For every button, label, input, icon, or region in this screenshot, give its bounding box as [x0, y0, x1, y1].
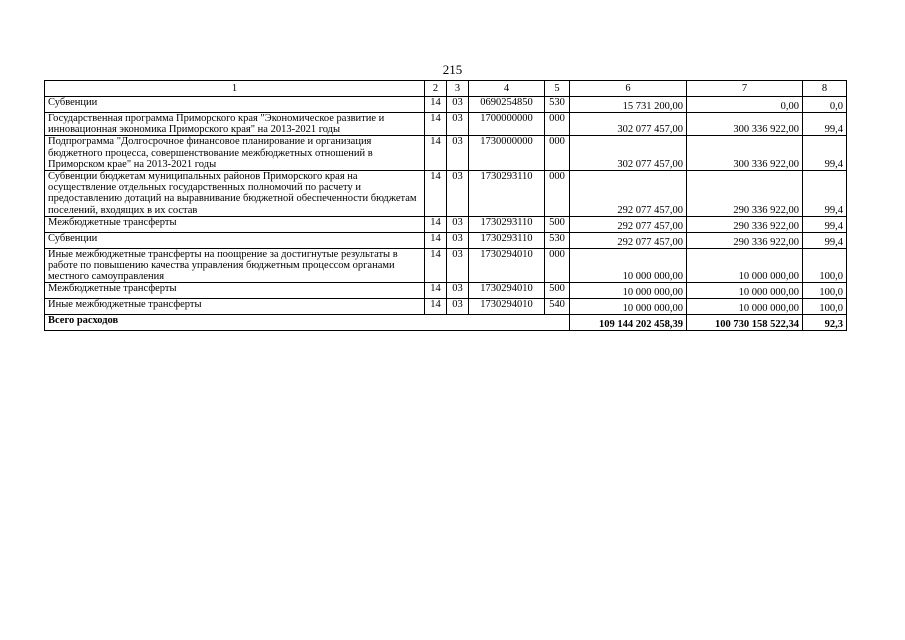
cell-c4: 0690254850 — [469, 97, 545, 113]
table-row — [45, 248, 847, 283]
cell-c3: 03 — [447, 283, 469, 299]
total-c6: 109 144 202 458,39 — [570, 315, 687, 331]
table-body — [45, 81, 847, 331]
column-header: 3 — [447, 81, 469, 97]
column-header: 4 — [469, 81, 545, 97]
table-row — [45, 216, 847, 232]
cell-c6: 10 000 000,00 — [570, 248, 687, 283]
header-row — [45, 81, 847, 97]
cell-c6: 10 000 000,00 — [570, 283, 687, 299]
cell-c8: 100,0 — [803, 248, 847, 283]
cell-c5: 530 — [545, 232, 570, 248]
cell-c4: 1700000000 — [469, 113, 545, 136]
cell-c7: 300 336 922,00 — [687, 136, 803, 171]
cell-c4: 1730294010 — [469, 283, 545, 299]
row-name: Подпрограмма "Долгосрочное финансовое планирование и организация бюджетного процесса, совершенствование межбюджетных отношений в Приморском крае" на 2013-2021 годы — [45, 136, 425, 171]
cell-c2: 14 — [425, 232, 447, 248]
cell-c3: 03 — [447, 97, 469, 113]
column-header: 1 — [45, 81, 425, 97]
cell-c2: 14 — [425, 248, 447, 283]
column-header: 7 — [687, 81, 803, 97]
cell-c8: 99,4 — [803, 136, 847, 171]
cell-c2: 14 — [425, 97, 447, 113]
cell-c5: 000 — [545, 136, 570, 171]
cell-c5: 500 — [545, 283, 570, 299]
table-row — [45, 113, 847, 136]
row-name: Иные межбюджетные трансферты на поощрение за достигнутые результаты в работе по повышению качества управления бюджетным процессом органами местного самоуправления — [45, 248, 425, 283]
column-header: 8 — [803, 81, 847, 97]
column-header: 5 — [545, 81, 570, 97]
cell-c8: 99,4 — [803, 171, 847, 217]
cell-c3: 03 — [447, 136, 469, 171]
table-row — [45, 171, 847, 217]
cell-c6: 292 077 457,00 — [570, 216, 687, 232]
row-name: Государственная программа Приморского края "Экономическое развитие и инновационная экономика Приморского края" на 2013-2021 годы — [45, 113, 425, 136]
table-row — [45, 232, 847, 248]
cell-c4: 1730293110 — [469, 232, 545, 248]
cell-c7: 10 000 000,00 — [687, 248, 803, 283]
cell-c8: 100,0 — [803, 283, 847, 299]
budget-table — [44, 80, 847, 331]
cell-c7: 290 336 922,00 — [687, 216, 803, 232]
cell-c3: 03 — [447, 299, 469, 315]
cell-c6: 292 077 457,00 — [570, 171, 687, 217]
cell-c3: 03 — [447, 216, 469, 232]
row-name: Субвенции бюджетам муниципальных районов Приморского края на осуществление отдельных государственных полномочий по расчету и предоставлению дотаций на выравнивание бюджетной обеспеченности бюджетам поселений, входящих в их состав — [45, 171, 425, 217]
cell-c2: 14 — [425, 171, 447, 217]
cell-c6: 292 077 457,00 — [570, 232, 687, 248]
cell-c2: 14 — [425, 113, 447, 136]
cell-c6: 302 077 457,00 — [570, 113, 687, 136]
cell-c7: 10 000 000,00 — [687, 283, 803, 299]
cell-c2: 14 — [425, 299, 447, 315]
cell-c7: 290 336 922,00 — [687, 232, 803, 248]
table-row — [45, 97, 847, 113]
row-name: Межбюджетные трансферты — [45, 283, 425, 299]
row-name: Межбюджетные трансферты — [45, 216, 425, 232]
cell-c5: 000 — [545, 248, 570, 283]
cell-c8: 99,4 — [803, 113, 847, 136]
cell-c7: 300 336 922,00 — [687, 113, 803, 136]
cell-c8: 99,4 — [803, 232, 847, 248]
cell-c5: 000 — [545, 171, 570, 217]
cell-c3: 03 — [447, 113, 469, 136]
row-name: Иные межбюджетные трансферты — [45, 299, 425, 315]
cell-c4: 1730294010 — [469, 299, 545, 315]
cell-c4: 1730294010 — [469, 248, 545, 283]
cell-c6: 10 000 000,00 — [570, 299, 687, 315]
column-header: 2 — [425, 81, 447, 97]
cell-c5: 530 — [545, 97, 570, 113]
page-number: 215 — [442, 62, 463, 77]
cell-c4: 1730000000 — [469, 136, 545, 171]
total-label: Всего расходов — [45, 315, 570, 331]
row-name: Субвенции — [45, 97, 425, 113]
cell-c8: 99,4 — [803, 216, 847, 232]
total-row — [45, 315, 847, 331]
cell-c8: 100,0 — [803, 299, 847, 315]
cell-c4: 1730293110 — [469, 216, 545, 232]
cell-c8: 0,0 — [803, 97, 847, 113]
table-row — [45, 136, 847, 171]
cell-c5: 000 — [545, 113, 570, 136]
column-header: 6 — [570, 81, 687, 97]
cell-c3: 03 — [447, 171, 469, 217]
table-row — [45, 299, 847, 315]
cell-c5: 500 — [545, 216, 570, 232]
cell-c3: 03 — [447, 248, 469, 283]
cell-c4: 1730293110 — [469, 171, 545, 217]
cell-c2: 14 — [425, 216, 447, 232]
total-c7: 100 730 158 522,34 — [687, 315, 803, 331]
total-c8: 92,3 — [803, 315, 847, 331]
cell-c6: 302 077 457,00 — [570, 136, 687, 171]
cell-c3: 03 — [447, 232, 469, 248]
cell-c7: 290 336 922,00 — [687, 171, 803, 217]
cell-c7: 10 000 000,00 — [687, 299, 803, 315]
cell-c2: 14 — [425, 283, 447, 299]
table-row — [45, 283, 847, 299]
cell-c2: 14 — [425, 136, 447, 171]
cell-c6: 15 731 200,00 — [570, 97, 687, 113]
cell-c7: 0,00 — [687, 97, 803, 113]
row-name: Субвенции — [45, 232, 425, 248]
cell-c5: 540 — [545, 299, 570, 315]
